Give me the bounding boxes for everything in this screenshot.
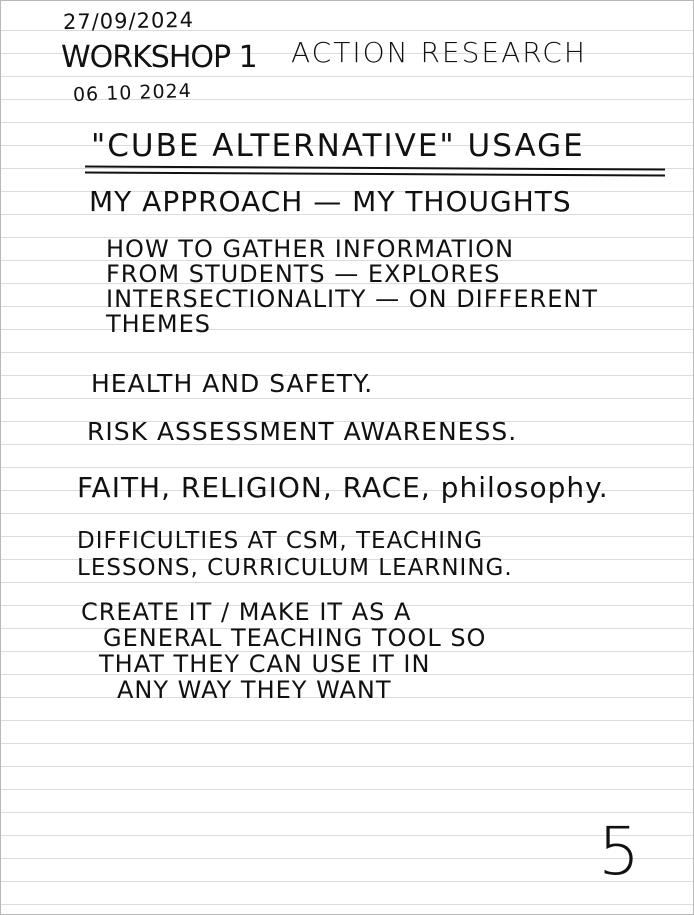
gather-paragraph	[106, 237, 598, 337]
csm-line: DIFFICULTIES AT CSM, TEACHING	[77, 528, 484, 554]
csm-line: LESSONS, CURRICULUM LEARNING.	[77, 555, 513, 581]
date-bottom: 06 10 2024	[72, 79, 193, 107]
page-title: "CUBE ALTERNATIVE" USAGE	[91, 128, 585, 164]
gather-line: THEMES	[106, 310, 211, 338]
risk-assessment-line: RISK ASSESSMENT AWARENESS.	[87, 417, 518, 446]
create-line: CREATE IT / MAKE IT AS A	[81, 598, 412, 626]
create-paragraph	[81, 599, 486, 703]
approach-heading: MY APPROACH — MY THOUGHTS	[89, 185, 572, 218]
gather-line: INTERSECTIONALITY — ON DIFFERENT	[106, 285, 598, 313]
create-line: ANY WAY THEY WANT	[117, 676, 392, 704]
title-double-underline	[85, 165, 665, 176]
create-line: THAT THEY CAN USE IT IN	[99, 650, 431, 678]
date-top: 27/09/2024	[62, 7, 195, 35]
header-title: ACTION RESEARCH	[291, 36, 587, 69]
page-number: 5	[598, 813, 640, 890]
gather-line: HOW TO GATHER INFORMATION	[106, 235, 515, 263]
csm-paragraph	[77, 528, 513, 582]
faith-line: FAITH, RELIGION, RACE, philosophy.	[77, 471, 609, 504]
workshop-label: WORKSHOP 1	[61, 40, 257, 75]
health-safety-line: HEALTH AND SAFETY.	[91, 369, 374, 398]
gather-line: FROM STUDENTS — EXPLORES	[106, 260, 501, 288]
create-line: GENERAL TEACHING TOOL SO	[103, 624, 487, 652]
